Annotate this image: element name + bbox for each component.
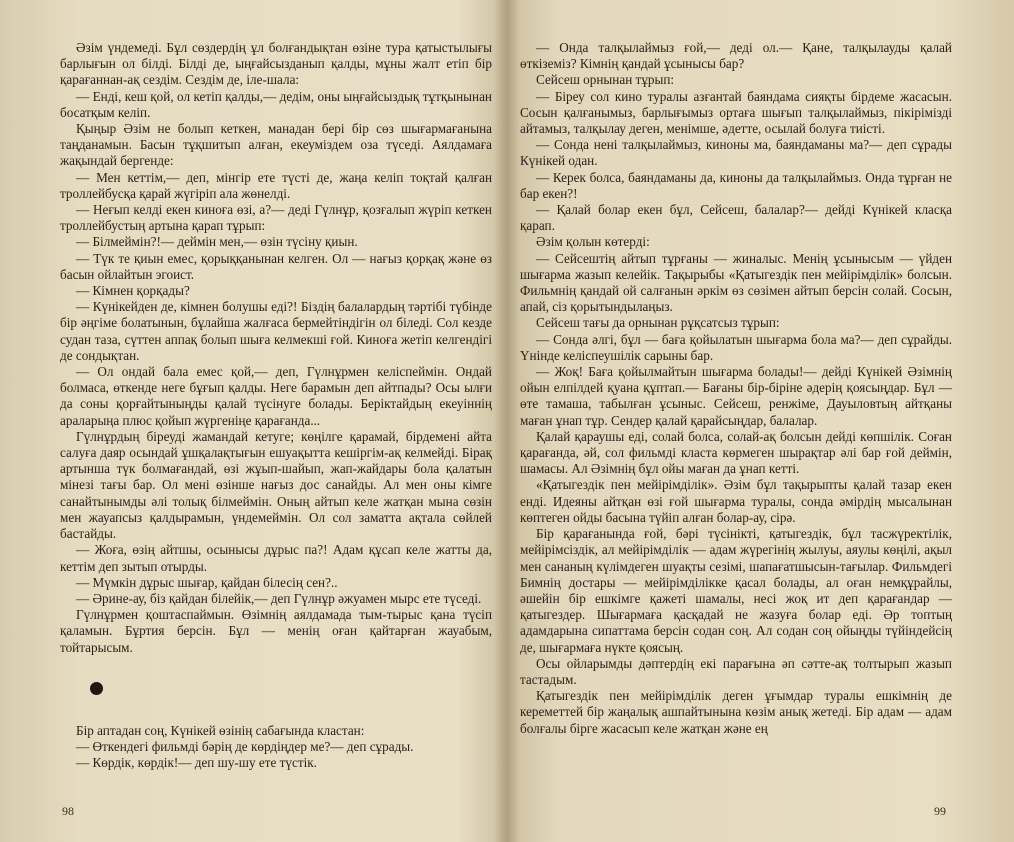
- paragraph: — Сейсештің айтып тұрғаны — жиналыс. Менің ұсынысым — үйден шығарма жазып келейік. Тақырыбы «Қатыгездік пен мейірімділік» болсын. Фильмнің қандай ой салғанын әркім өз сөзімен айтып берсін солай. Сосын, апай, сіз қорытындылаңыз.: [520, 250, 952, 315]
- paragraph: Қыңыр Әзім не болып кеткен, манадан бері бір сөз шығармағанына таңданамын. Басын тұқшитып алған, екеуміздем оза түседі. Аялдамаға жақындай бергенде:: [60, 121, 492, 169]
- paragraph: Гүлнұрдың біреуді жамандай кетуге; көңілге қарамай, бірдемені айта салуға даяр осындай ұшқалақтығын ешуақытта кешіргім-ақ келмейді. Бірақ артынша түк болмағандай, өзі жұып-шайып, жап-жайдары бола қалатын мінезі тағы бар. Ол мені өзінше нағыз дос санайды. Ал мен оны кімге санайтынымды әлі толық білмеймін. Оның айтып келе жатқан мына сөзін мен жауапсыз қалдырамын, үндемеймін. Ол сол заматта ақтала сөйлей бастайды.: [60, 428, 492, 542]
- paragraph: Осы ойларымды дәптердің екі парағына әп сәтте-ақ толтырып жазып тастадым.: [520, 655, 952, 687]
- right-page-body: [520, 40, 952, 737]
- paragraph: Бір қарағанында ғой, бәрі түсінікті, қатыгездік, бұл тасжүректілік, мейірімсіздік, ал мейірімділік — адам жүрегінің жылуы, аяулы көңілі, ақыл мен сананың күлімдеген шуақты сезімі, шапағатшысын-тағылар. Фильмдегі Бимнің достары — мейірімділікке қасал болады, ал оған немқұрайлы, әшейін бір ешкімге қажеті шамалы, несі жоқ ит деп қарағандар — қатыгездер. Шығармаға қасқадай не жазуға болар еді. Әр топтың адамдарына сипаттама берсін содан соң. Ал содан соң ойыңды түйіндейсің де, шығармаға нүкте қоясың.: [520, 526, 952, 655]
- paragraph: Бір аптадан соң, Күнікей өзінің сабағында кластан:: [76, 722, 365, 738]
- paragraph: — Ол ондай бала емес қой,— деп, Гүлнұрмен келіспеймін. Ондай болмаса, өткенде неге бұғып қалды. Неге барамын деп айтпады? Осы ылғи да соны қорғайтыныңды қалай түсінуге болады. Беріктайдың екеуіннің араларыңа плюс қойып жүргеніңе қарағанда...: [60, 364, 492, 428]
- paragraph: «Қатыгездік пен мейірімділік». Әзім бұл тақырыпты қалай тазар екен енді. Идеяны айтқан өзі ғой шығарма туралы, сонда әмірдің мысалынан көптеген ойды басына түйіп алған болар-ау, сірә.: [520, 477, 952, 525]
- paragraph: — Әрине-ау, біз қайдан білейік,— деп Гүлнұр әжуамен мырс ете түседі.: [76, 590, 482, 606]
- paragraph: — Біреу сол кино туралы азғантай баяндама сияқты бірдеме жасасын. Сосын қалғанымыз, барлығымыз ортаға шығып талқылаймыз, пікірімізді айтамыз, талқылау деген, менімше, әдетте, осылай болуға тиісті.: [520, 88, 952, 137]
- left-page: [60, 40, 492, 771]
- paragraph: — Онда талқылаймыз ғой,— деді ол.— Қане, талқылауды қалай өткіземіз? Кімнің қандай ұсынысы бар?: [520, 40, 952, 72]
- paragraph: — Түк те қиын емес, қорыққанынан келген. Ол — нағыз қорқақ және өз басын ойлайтын эгоист.: [60, 250, 492, 282]
- right-page: [520, 40, 952, 737]
- paragraph: — Сонда нені талқылаймыз, киноны ма, баяндаманы ма?— деп сұрады Күнікей одан.: [520, 137, 952, 169]
- paragraph: — Кімнен қорқады?: [76, 283, 190, 299]
- paragraph: Сейсеш тағы да орнынан рұқсатсыз тұрып:: [536, 315, 780, 331]
- paragraph: — Сонда әлгі, бұл — баға қойылатын шығарма бола ма?— деп сұрайды. Үнінде келіспеушілік сарыны бар.: [520, 331, 952, 363]
- paragraph: Қатыгездік пен мейірімділік деген ұғымдар туралы ешкімнің де кереметтей бір жаңалық ашпайтынына көзім анық жетеді. Бір адам — адам болғалы бірге жасасып келе жатқан және ең: [520, 688, 952, 736]
- paragraph: Гүлнұрмен қоштаспаймын. Өзімнің аялдамада тым-тырыс қана түсіп қаламын. Бұртия берсін. Бұл — менің оған қайтарған жауабым, тойтарысым.: [60, 607, 492, 655]
- paragraph: — Неғып келді екен киноға өзі, а?— деді Гүлнұр, қозғалып жүріп кеткен троллейбустың артына қарап тұрып:: [60, 202, 492, 234]
- paragraph: — Керек болса, баяндаманы да, киноны да талқылаймыз. Онда тұрған не бар екен?!: [520, 169, 952, 201]
- book-gutter: [494, 0, 520, 842]
- paragraph: Әзім қолын көтерді:: [536, 234, 650, 250]
- paragraph: — Күнікейден де, кімнен болушы еді?! Біздің балалардың тәртібі түбінде бір әңгіме болатынын, бұлайша жалғаса бермейтіндігін ол біледі. Сол кезде судан таза, сүттен аппақ болып шыға келмекші ғой. Киноға жетіп келгендігі де сондықтан.: [60, 299, 492, 363]
- section-break-bullet: [90, 682, 103, 695]
- paragraph: — Жоға, өзің айтшы, осынысы дұрыс па?! Адам құсап келе жатты да, кеттім деп зытып отырды.: [60, 542, 492, 574]
- paragraph: Сейсеш орнынан тұрып:: [536, 72, 675, 88]
- left-page-after-break: [60, 723, 492, 772]
- page-number-right: 99: [934, 804, 946, 818]
- paragraph: — Көрдік, көрдік!— деп шу-шу ете түстік.: [76, 755, 317, 771]
- paragraph: — Жоқ! Баға қойылмайтын шығарма болады!— дейді Күнікей Әзімнің ойын елпілдей қуана құптап.— Бағаны бір-біріне әдерің қоясыңдар. Бұл — өте тамаша, табылған ұсыныс. Сейсеш, ренжіме, Дауыловтың айтқаны маған ұнап тұр. Сендер қалай қарайсыңдар, балалар.: [520, 364, 952, 428]
- paragraph: — Мен кеттім,— деп, мінгір ете түсті де, жаңа келіп тоқтай қалған троллейбусқа қарай жүгіріп ала жөнелді.: [60, 169, 492, 201]
- paragraph: Әзім үндемеді. Бұл сөздердің ұл болғандықтан өзіне тура қатыстылығы барлығын ол білді. Білді де, ыңғайсызданып қалды, мұны жалт етіп бір қарағаннан-ақ сездім. Сездім де, іле-шала:: [60, 40, 492, 88]
- paragraph: — Енді, кеш қой, ол кетіп қалды,— дедім, оны ыңғайсыздық тұтқынынан босатқым келіп.: [60, 88, 492, 120]
- paragraph: — Өткендегі фильмді бәрің де көрдіңдер ме?— деп сұрады.: [76, 738, 414, 754]
- left-page-body: [60, 40, 492, 656]
- paragraph: Қалай қараушы еді, солай болса, солай-ақ болсын дейді көпшілік. Соған қарағанда, әй, сол фильмді класта көрмеген шырақтар әлі бар ғой деймін, шамасы. Ал Әзімнің бұл ойы маған да ұнап кетті.: [520, 428, 952, 477]
- page-number-left: 98: [62, 804, 74, 818]
- paragraph: — Қалай болар екен бұл, Сейсеш, балалар?— дейді Күнікей класқа қарап.: [520, 202, 952, 234]
- paragraph: — Білмеймін?!— деймін мен,— өзін түсіну қиын.: [76, 234, 358, 250]
- paragraph: — Мүмкін дұрыс шығар, қайдан білесің сен?..: [76, 574, 338, 590]
